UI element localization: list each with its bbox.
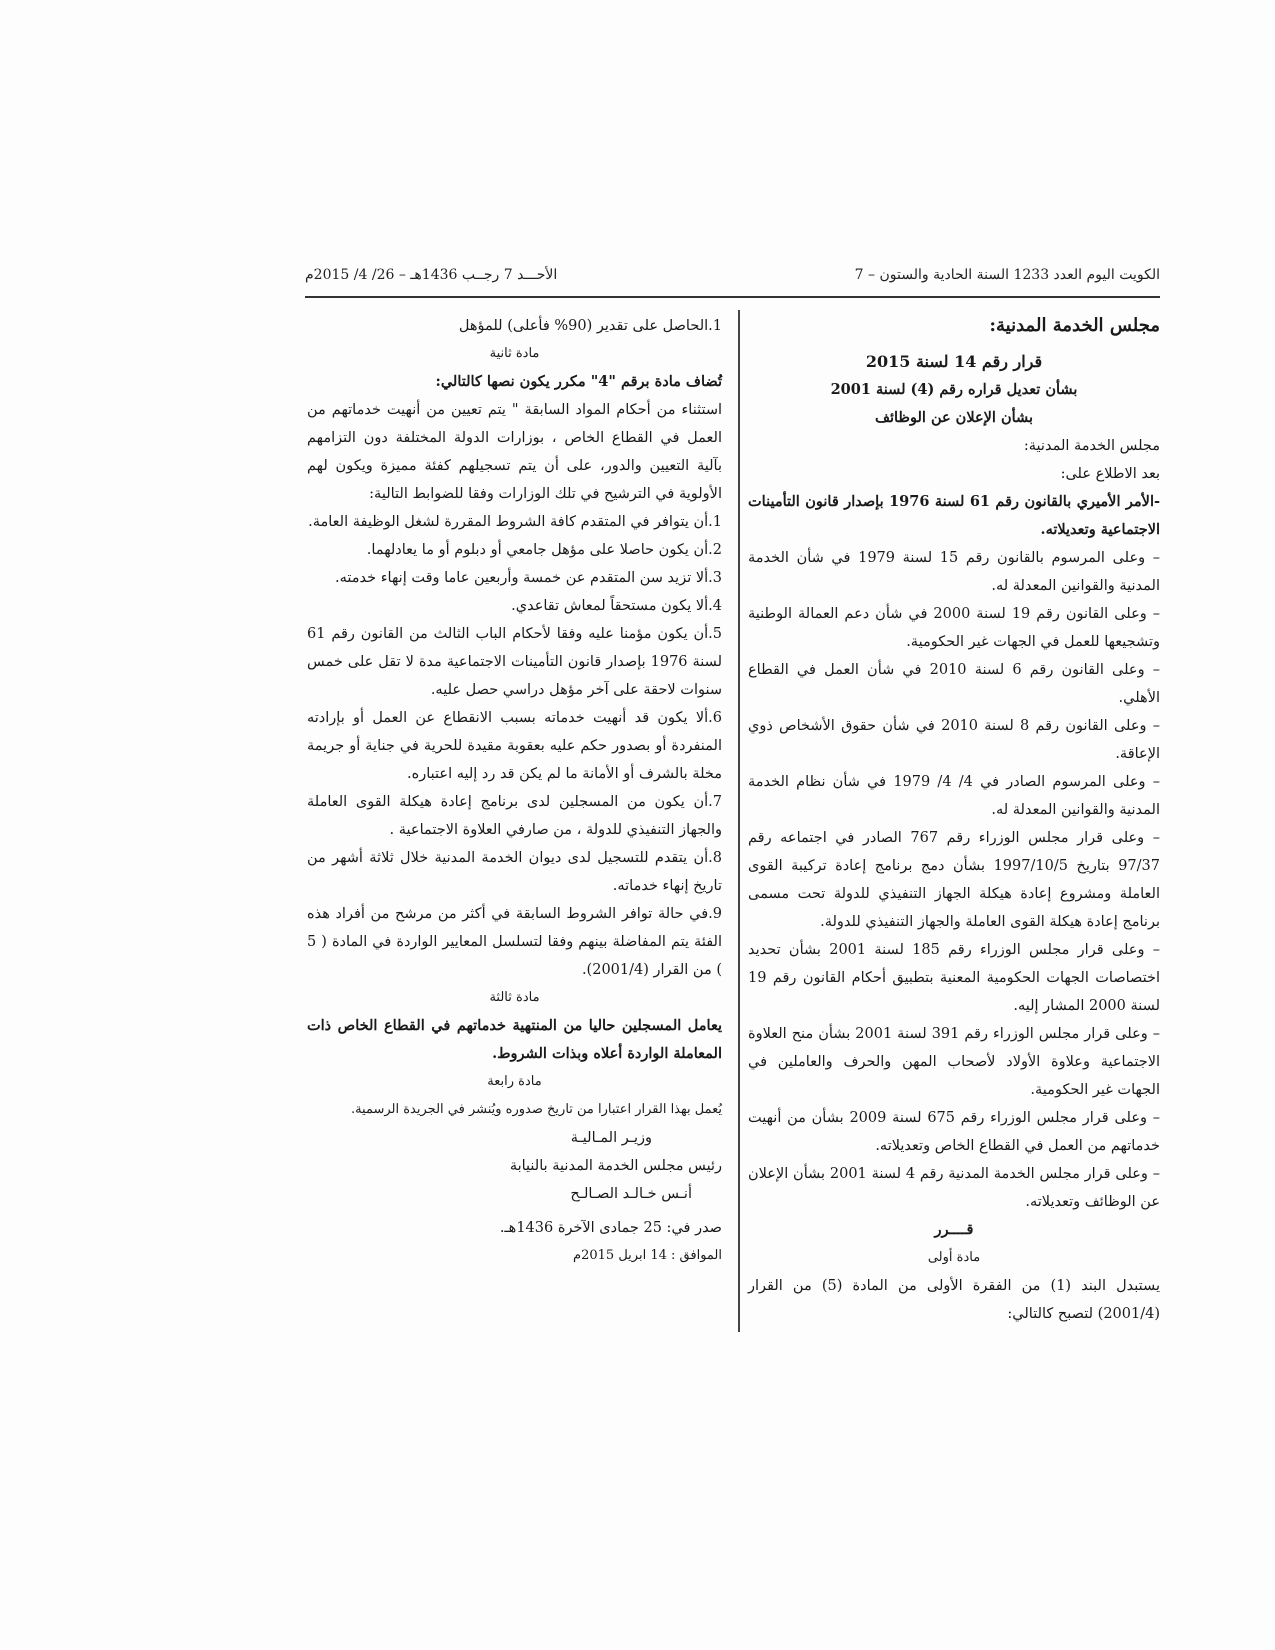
decree-number: قرار رقم 14 لسنة 2015	[865, 352, 1043, 371]
signature-minister: وزيـر المـاليـة	[570, 1130, 652, 1146]
preamble-paragraph: -الأمر الأميري بالقانون رقم 61 لسنة 1976 بإصدار قانون التأمينات الاجتماعية وتعديلاته.	[748, 493, 1160, 538]
issued-date-gregorian: الموافق : 14 ابريل 2015م	[573, 1248, 722, 1263]
decree-subject-1: بشأن تعديل قراره رقم (4) لسنة 2001	[830, 381, 1078, 398]
article-1-text: يستبدل البند (1) من الفقرة الأولى من المادة (5) من القرار (2001/4) لتصبح كالتالي:	[748, 1278, 1160, 1322]
signature-name: أنـس خـالـد الصـالـح	[570, 1186, 692, 1202]
right-column	[748, 312, 1160, 1328]
column-divider	[738, 310, 740, 1332]
condition-item: 2.أن يكون حاصلا على مؤهل جامعي أو دبلوم أو ما يعادلهما.	[366, 542, 722, 558]
after-review-label: بعد الاطلاع على:	[1060, 466, 1160, 482]
preamble-paragraph: – وعلى القانون رقم 8 لسنة 2010 في شأن حقوق الأشخاص ذوي الإعاقة.	[748, 718, 1160, 762]
article-3-title: مادة ثالثة	[489, 990, 540, 1005]
condition-item: 5.أن يكون مؤمنا عليه وفقا لأحكام الباب الثالث من القانون رقم 61 لسنة 1976 بإصدار قانون التأمينات الاجتماعية مدة لا تقل على خمس سنوات لاحقة على آخر مؤهل دراسي حصل عليه.	[307, 626, 722, 698]
decided-heading: قــــرر	[934, 1221, 974, 1238]
condition-item: 7.أن يكون من المسجلين لدى برنامج إعادة هيكلة القوى العاملة والجهاز التنفيذي للدولة ، من صارفي العلاوة الاجتماعية .	[307, 794, 722, 838]
article-3-text: يعامل المسجلين حاليا من المنتهية خدماتهم في القطاع الخاص ذات المعاملة الواردة أعلاه وبذات الشروط.	[307, 1017, 722, 1062]
condition-item: 4.ألا يكون مستحقاً لمعاش تقاعدي.	[511, 598, 722, 614]
preamble-paragraph: – وعلى قرار مجلس الوزراء رقم 185 لسنة 2001 بشأن تحديد اختصاصات الجهات الحكومية المعنية بتطبيق أحكام القانون رقم 19 لسنة 2000 المشار إليه.	[748, 942, 1160, 1014]
article-2-title: مادة ثانية	[489, 346, 540, 361]
article-2-text: استثناء من أحكام المواد السابقة " يتم تعيين من أنهيت خدماتهم من العمل في القطاع الخاص ، بوزارات الدولة المختلفة دون التزامهم بآلية التعيين والدور، على أن يتم تسجيلهم كفئة مميزة ويكون لهم الأولوية في الترشيح في تلك الوزارات وفقا للضوابط التالية:	[307, 402, 722, 502]
preamble-paragraph: – وعلى قرار مجلس الوزراء رقم 675 لسنة 2009 بشأن من أنهيت خدماتهم من العمل في القطاع الخاص وتعديلاته.	[748, 1110, 1160, 1154]
item-1-text: 1.الحاصل على تقدير (90% فأعلى) للمؤهل	[458, 318, 722, 334]
decree-subject-2: بشأن الإعلان عن الوظائف	[874, 409, 1034, 426]
page-header	[305, 267, 1160, 289]
signature-role: رئيس مجلس الخدمة المدنية بالنيابة	[509, 1158, 722, 1174]
preamble-paragraph: – وعلى قرار مجلس الوزراء رقم 767 الصادر في اجتماعه رقم 97/37 بتاريخ 1997/10/5 بشأن دمج برنامج إعادة تركيبة القوى العاملة ومشروع إعادة هيكلة الجهاز التنفيذي للدولة تحت مسمى برنامج إعادة هيكلة القوى العاملة والجهاز التنفيذي للدولة.	[748, 830, 1161, 930]
article-1-title: مادة أولى	[927, 1250, 981, 1265]
article-2-intro: تُضاف مادة برقم "4" مكرر يكون نصها كالتالي:	[435, 373, 722, 390]
issued-date-hijri: صدر في: 25 جمادى الآخرة 1436هـ.	[499, 1220, 722, 1236]
condition-item: 9.في حالة توافر الشروط السابقة في أكثر من مرشح من أفراد هذه الفئة يتم المفاضلة بينهم وفقا لتسلسل المعايير الواردة في المادة ( 5 ) من القرار (2001/4).	[307, 906, 722, 978]
article-4-title: مادة رابعة	[487, 1074, 542, 1089]
preamble-paragraph: – وعلى المرسوم الصادر في 4/ 4/ 1979 في شأن نظام الخدمة المدنية والقوانين المعدلة له.	[748, 774, 1161, 818]
council-label: مجلس الخدمة المدنية:	[1023, 438, 1160, 454]
preamble-paragraph: – وعلى المرسوم بالقانون رقم 15 لسنة 1979 في شأن الخدمة المدنية والقوانين المعدلة له.	[748, 550, 1160, 594]
preamble-paragraph: – وعلى قرار مجلس الخدمة المدنية رقم 4 لسنة 2001 بشأن الإعلان عن الوظائف وتعديلاته.	[748, 1166, 1160, 1210]
header-date: الأحـــد 7 رجــب 1436هـ – 26/ 4/ 2015م	[305, 267, 558, 283]
header-rule	[305, 296, 1160, 298]
condition-item: 3.ألا تزيد سن المتقدم عن خمسة وأربعين عاما وقت إنهاء خدمته.	[335, 570, 722, 586]
header-issue-info: الكويت اليوم العدد 1233 السنة الحادية والستون – 7	[854, 267, 1160, 283]
preamble-paragraph: – وعلى القانون رقم 6 لسنة 2010 في شأن العمل في القطاع الأهلي.	[748, 662, 1160, 706]
issuer-heading: مجلس الخدمة المدنية:	[989, 315, 1160, 336]
preamble-paragraph: – وعلى قرار مجلس الوزراء رقم 391 لسنة 2001 بشأن منح العلاوة الاجتماعية وعلاوة الأولاد لأصحاب المهن والحرف والعاملين في الجهات غير الحكومية.	[748, 1026, 1160, 1098]
condition-item: 6.ألا يكون قد أنهيت خدماته بسبب الانقطاع عن العمل أو بإرادته المنفردة أو بصدور حكم عليه بعقوبة مقيدة للحرية في جناية أو جريمة مخلة بالشرف أو الأمانة ما لم يكن قد رد إليه اعتباره.	[307, 710, 722, 782]
left-column	[307, 312, 722, 1270]
condition-item: 1.أن يتوافر في المتقدم كافة الشروط المقررة لشغل الوظيفة العامة.	[308, 514, 722, 530]
preamble-paragraph: – وعلى القانون رقم 19 لسنة 2000 في شأن دعم العمالة الوطنية وتشجيعها للعمل في الجهات غير الحكومية.	[748, 606, 1160, 650]
condition-item: 8.أن يتقدم للتسجيل لدى ديوان الخدمة المدنية خلال ثلاثة أشهر من تاريخ إنهاء خدماته.	[307, 850, 722, 894]
article-4-text: يُعمل بهذا القرار اعتبارا من تاريخ صدوره ويُنشر في الجريدة الرسمية.	[350, 1102, 722, 1117]
